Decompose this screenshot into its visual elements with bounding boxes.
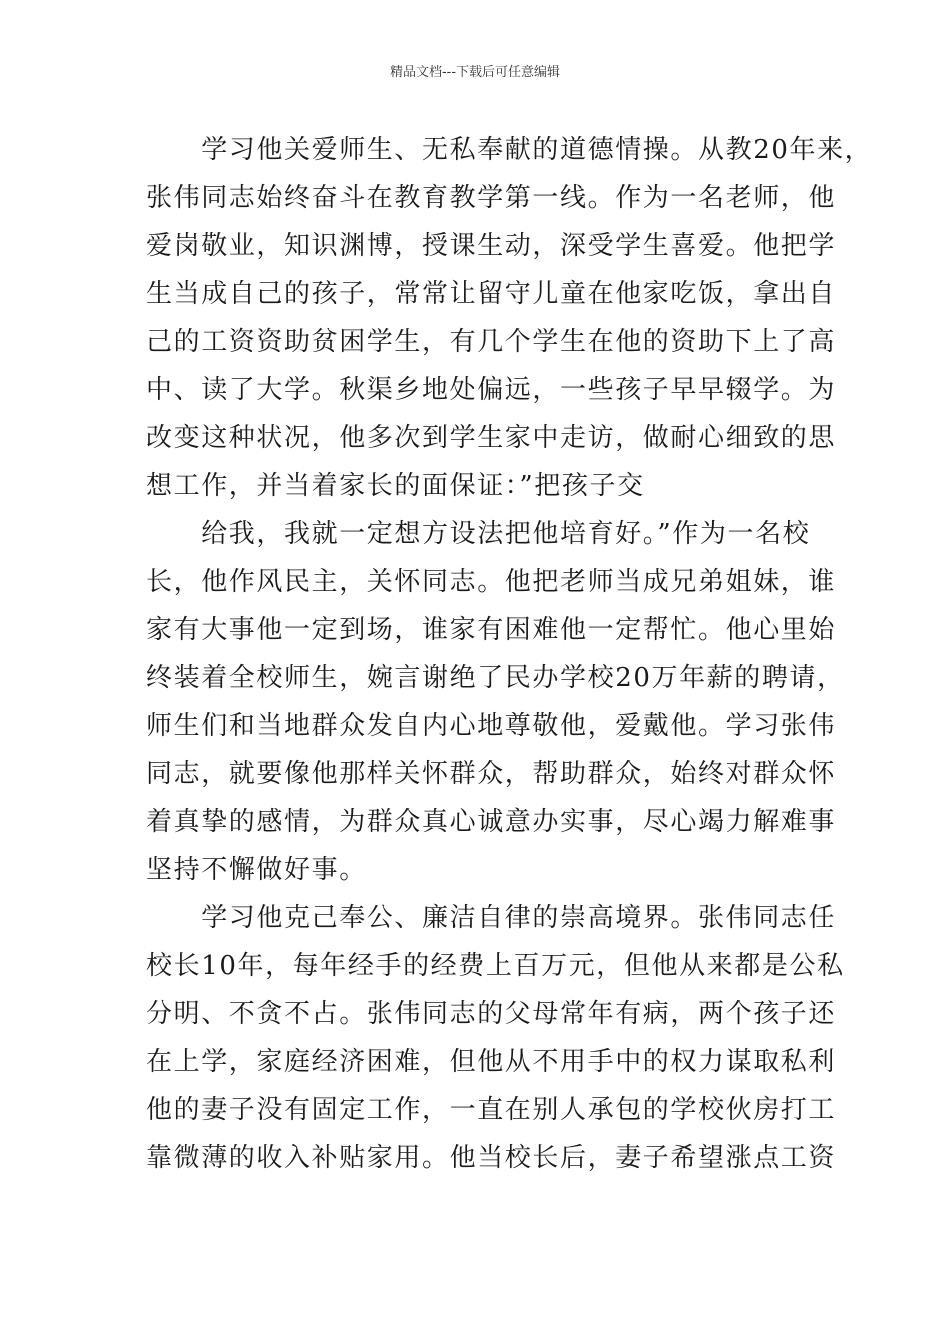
body-text — [146, 126, 873, 1182]
text-line: 同志，就要像他那样关怀群众，帮助群众，始终对群众怀 — [146, 759, 837, 789]
text-line: 师生们和当地群众发自内心地尊敬他，爱戴他。学习张伟 — [146, 711, 837, 741]
text-line: 分明、不贪不占。张伟同志的父母常年有病，两个孩子还 — [146, 999, 837, 1029]
text-line: 想工作，并当着家长的面保证：”把孩子交 — [146, 471, 645, 501]
page-header: 精品文档---下载后可任意编辑 — [389, 65, 561, 80]
text-line: 学习他克己奉公、廉洁自律的崇高境界。张伟同志任 — [146, 903, 837, 933]
text-line: 坚持不懈做好事。 — [146, 855, 367, 885]
text-line: 爱岗敬业，知识渊博，授课生动，深受学生喜爱。他把学 — [146, 231, 837, 261]
text-line: 家有大事他一定到场，谁家有困难他一定帮忙。他心里始 — [146, 615, 837, 645]
text-line: 在上学，家庭经济困难，但他从不用手中的权力谋取私利 — [146, 1047, 837, 1077]
text-line: 他的妻子没有固定工作，一直在别人承包的学校伙房打工 — [146, 1095, 837, 1125]
text-line: 己的工资资助贫困学生，有几个学生在他的资助下上了高 — [146, 327, 837, 357]
text-line: 生当成自己的孩子，常常让留守儿童在他家吃饭，拿出自 — [146, 279, 837, 309]
text-line: 中、读了大学。秋渠乡地处偏远，一些孩子早早辍学。为 — [146, 375, 837, 405]
text-line: 着真挚的感情，为群众真心诚意办实事，尽心竭力解难事 — [146, 807, 837, 837]
text-line: 靠微薄的收入补贴家用。他当校长后，妻子希望涨点工资 — [146, 1143, 837, 1173]
text-line: 长，他作风民主，关怀同志。他把老师当成兄弟姐妹，谁 — [146, 567, 837, 597]
text-line: 学习他关爱师生、无私奉献的道德情操。从教20年来， — [146, 135, 873, 165]
text-line: 改变这种状况，他多次到学生家中走访，做耐心细致的思 — [146, 423, 837, 453]
text-line: 给我，我就一定想方设法把他培育好。”作为一名校 — [146, 519, 811, 549]
text-line: 校长10年，每年经手的经费上百万元，但他从来都是公私 — [146, 951, 845, 981]
text-line: 终装着全校师生，婉言谢绝了民办学校20万年薪的聘请， — [146, 663, 845, 693]
text-line: 张伟同志始终奋斗在教育教学第一线。作为一名老师，他 — [146, 183, 837, 213]
